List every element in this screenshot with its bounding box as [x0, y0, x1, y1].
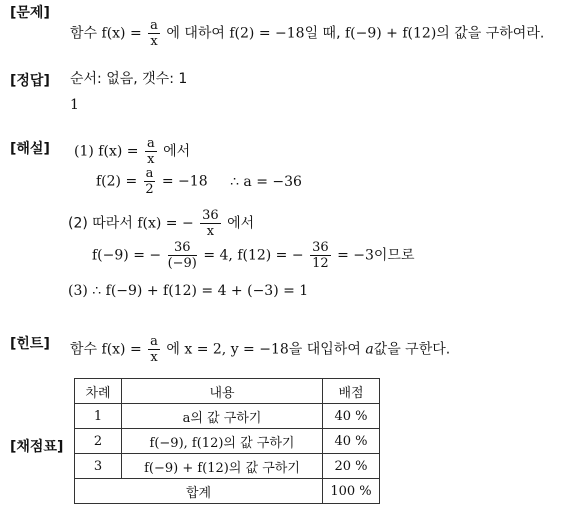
- grading-header-score: 배점: [323, 379, 380, 404]
- answer-label: [정답]: [10, 73, 50, 89]
- grading-table: [74, 378, 380, 504]
- row-score: 40 %: [323, 404, 380, 429]
- row-content: f(−9), f(12)의 값 구하기: [122, 429, 323, 454]
- row-content: a의 값 구하기: [122, 404, 323, 429]
- row-no: 3: [75, 454, 122, 479]
- hint-fraction: $\frac{a}{x}$: [150, 334, 158, 365]
- answer-meta: 순서: 없음, 갯수: 1: [70, 71, 188, 87]
- table-row: [75, 404, 380, 429]
- answer-value: 1: [70, 97, 79, 113]
- row-no: 2: [75, 429, 122, 454]
- hint-text: 함수 f(x) = $\frac{a}{x}$ 에 x = 2, y = −18을 대입하여 a값을 구한다.: [70, 334, 451, 365]
- solution-step-1b-fraction: $\frac{a}{2}$: [145, 166, 154, 197]
- row-score: 20 %: [323, 454, 380, 479]
- total-label: 합계: [75, 479, 323, 504]
- solution-step-2b: f(−9) = − $\frac{36}{(-9)}$ = 4, f(12) = − $\frac{36}{12}$ = −3이므로: [92, 240, 415, 271]
- table-row: [75, 429, 380, 454]
- grading-header-row: [75, 379, 380, 404]
- solution-step-2b-fraction-1: $\frac{36}{(-9)}$: [167, 240, 197, 271]
- total-score: 100 %: [323, 479, 380, 504]
- solution-step-1: (1) f(x) = $\frac{a}{x}$ 에서: [74, 136, 191, 167]
- row-content: f(−9) + f(12)의 값 구하기: [122, 454, 323, 479]
- solution-step-2-fraction: $\frac{36}{x}$: [202, 208, 219, 239]
- problem-statement: 함수 f(x) = $\frac{a}{x}$ 에 대하여 f(2) = −18일 때, f(−9) + f(12)의 값을 구하여라.: [70, 18, 545, 49]
- row-score: 40 %: [323, 429, 380, 454]
- hint-label: [힌트]: [10, 336, 50, 352]
- solution-step-1-fraction: $\frac{a}{x}$: [146, 136, 155, 167]
- solution-label: [해설]: [10, 141, 50, 157]
- table-row: [75, 454, 380, 479]
- solution-step-1b: f(2) = $\frac{a}{2}$ = −18 ∴ a = −36: [96, 166, 302, 197]
- problem-label: [문제]: [10, 5, 50, 21]
- solution-step-2b-fraction-2: $\frac{36}{12}$: [312, 240, 329, 271]
- row-no: 1: [75, 404, 122, 429]
- grading-total-row: [75, 479, 380, 504]
- grading-header-content: 내용: [122, 379, 323, 404]
- problem-fraction: $\frac{a}{x}$: [150, 18, 158, 49]
- solution-step-2: (2) 따라서 f(x) = − $\frac{36}{x}$ 에서: [68, 208, 255, 239]
- grading-header-no: 차례: [75, 379, 122, 404]
- grading-label: [채점표]: [10, 439, 64, 455]
- solution-step-3: (3) ∴ f(−9) + f(12) = 4 + (−3) = 1: [68, 283, 309, 299]
